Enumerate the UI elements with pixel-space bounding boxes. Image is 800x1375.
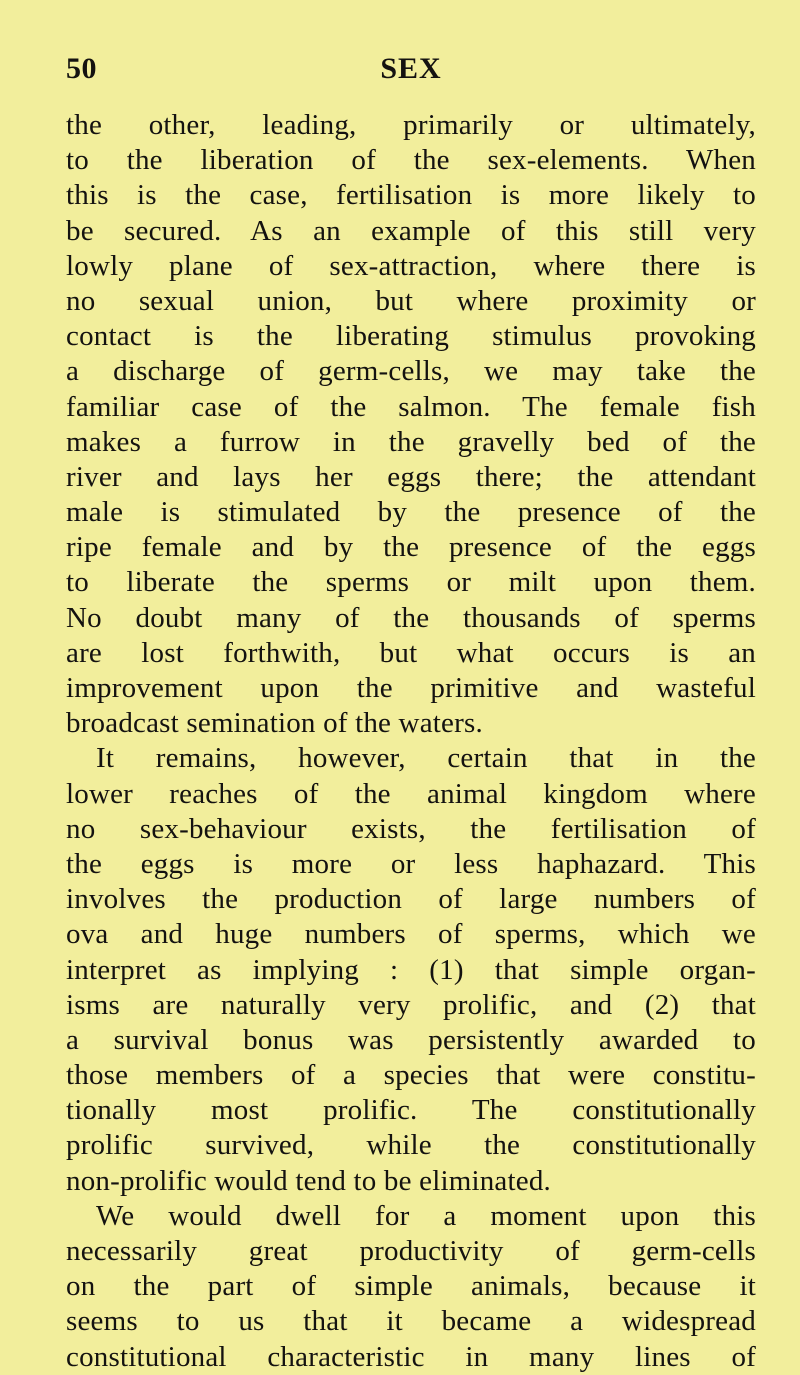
text-line: interpret as implying : (1) that simple organ- [66,953,756,986]
text-line: a survival bonus was persistently awarded to [66,1023,756,1056]
text-line: to the liberation of the sex-elements. When [66,144,756,177]
text-line: It remains, however, certain that in the [96,742,756,775]
text-line: ova and huge numbers of sperms, which we [66,918,756,951]
text-line: on the part of simple animals, because it [66,1270,756,1303]
body-text [66,108,756,1375]
text-line: familiar case of the salmon. The female fish [66,390,756,423]
text-line: tionally most prolific. The constitutionally [66,1094,756,1127]
running-head [66,52,756,92]
text-line: No doubt many of the thousands of sperms [66,601,756,634]
text-line: isms are naturally very prolific, and (2) that [66,988,756,1021]
text-line: prolific survived, while the constitutionally [66,1129,756,1162]
text-line: non-prolific would tend to be eliminated. [66,1164,551,1197]
text-line: lower reaches of the animal kingdom where [66,777,756,810]
text-line: this is the case, fertilisation is more likely to [66,179,756,212]
text-line: contact is the liberating stimulus provoking [66,320,756,353]
text-line: lowly plane of sex-attraction, where there is [66,249,756,282]
text-line: ripe female and by the presence of the eggs [66,531,756,564]
text-line: broadcast semination of the waters. [66,707,483,740]
text-line: necessarily great productivity of germ-cells [66,1235,756,1267]
text-line: We would dwell for a moment upon this [96,1199,756,1232]
text-line: river and lays her eggs there; the attendant [66,460,756,493]
text-line: male is stimulated by the presence of the [66,496,756,529]
text-line: are lost forthwith, but what occurs is an [66,636,756,669]
page-number: 50 [66,52,97,85]
text-line: be secured. As an example of this still very [66,214,756,247]
text-line: those members of a species that were constitu- [66,1059,756,1092]
text-line: improvement upon the primitive and wasteful [66,672,756,704]
text-line: constitutional characteristic in many lines of [66,1340,756,1373]
text-line: the eggs is more or less haphazard. This [66,847,756,880]
running-title: SEX [380,52,442,85]
text-line: no sexual union, but where proximity or [66,284,756,317]
text-line: no sex-behaviour exists, the fertilisation of [66,812,756,845]
text-line: the other, leading, primarily or ultimately, [66,109,756,141]
text-line: makes a furrow in the gravelly bed of the [66,425,756,458]
text-line: seems to us that it became a widespread [66,1305,756,1338]
text-line: a discharge of germ-cells, we may take the [66,355,756,388]
text-line: to liberate the sperms or milt upon them. [66,566,756,599]
text-line: involves the production of large numbers of [66,883,756,916]
